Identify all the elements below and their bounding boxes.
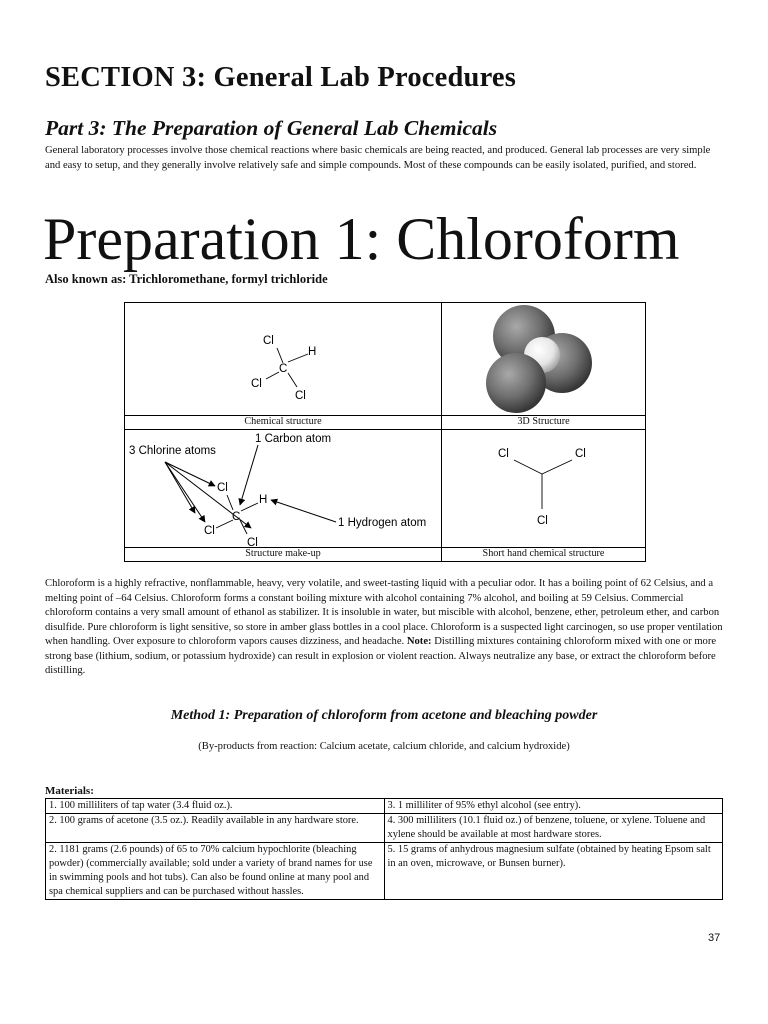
- description-text: Chloroform is a highly refractive, nonflammable, heavy, very volatile, and sweet-tasting liquid with a peculiar odor. It has a boiling point of 62 Celsius, and a melting point of –64 Celsius. Chloroform forms a constant boiling mixture with alcohol containing 7% alcohol, and boiling at 59 Celsius. Commercial chloroform contains a very small amount of ethanol as stabilizer. It is insoluble in water, but miscible with alcohol, benzene, ether, petroleum ether, and carbon disulfide. Pure chloroform is light sensitive, so store in amber glass bottles in a cool place. Chloroform is a suspected light carcinogen, so use proper ventilation when handling. Over exposure to chloroform vapors causes dizziness, and headache.: [45, 578, 723, 647]
- table-row: [46, 814, 723, 843]
- table-row: [46, 843, 723, 900]
- material-item: 4. 300 milliliters (10.1 fluid oz.) of benzene, toluene, or xylene. Toluene and xylene should be available at most hardware stores.: [384, 814, 723, 843]
- material-item: 1. 100 milliliters of tap water (3.4 fluid oz.).: [46, 799, 385, 814]
- byproducts-note: (By-products from reaction: Calcium acetate, calcium chloride, and calcium hydroxide): [198, 741, 570, 752]
- atom-label-cl: Cl: [295, 390, 306, 402]
- chemical-structure-drawing: [125, 303, 441, 415]
- structure-figure-table: [124, 302, 646, 562]
- structure-makeup-drawing: [125, 430, 441, 547]
- table-row: [46, 799, 723, 814]
- atom-label-c: C: [279, 363, 288, 375]
- chloroform-description: [45, 577, 727, 679]
- atom-label-cl: Cl: [204, 525, 215, 537]
- atom-label-cl: Cl: [251, 378, 262, 390]
- page-number: 37: [708, 932, 721, 944]
- materials-label: Materials:: [45, 785, 94, 797]
- material-item: 3. 1 milliliter of 95% ethyl alcohol (see entry).: [384, 799, 723, 814]
- caption-chemical-structure: Chemical structure: [244, 416, 322, 427]
- structure-3d-image: [442, 303, 645, 415]
- material-item: 2. 100 grams of acetone (3.5 oz.). Readily available in any hardware store.: [46, 814, 385, 843]
- atom-label-c: C: [232, 511, 241, 523]
- part-title: Part 3: The Preparation of General Lab Chemicals: [45, 116, 498, 140]
- caption-shorthand-structure: Short hand chemical structure: [482, 548, 605, 559]
- atom-label-cl: Cl: [537, 515, 548, 527]
- annotation-carbon: 1 Carbon atom: [255, 433, 332, 445]
- atom-label-cl: Cl: [247, 537, 258, 547]
- note-label: Note:: [406, 636, 432, 647]
- caption-structure-makeup: Structure make-up: [245, 548, 321, 559]
- materials-table: [45, 798, 723, 900]
- chlorine-sphere: [486, 353, 546, 413]
- atom-label-cl: Cl: [575, 448, 586, 460]
- also-known-as: Also known as: Trichloromethane, formyl trichloride: [45, 272, 328, 286]
- atom-label-cl: Cl: [498, 448, 509, 460]
- annotation-chlorine: 3 Chlorine atoms: [129, 445, 216, 457]
- atom-label-cl: Cl: [217, 482, 228, 494]
- atom-label-h: H: [259, 494, 268, 506]
- annotation-hydrogen: 1 Hydrogen atom: [338, 517, 427, 529]
- material-item: 2. 1181 grams (2.6 pounds) of 65 to 70% calcium hypochlorite (bleaching powder) (commercially available; sold under a variety of brand names for use in swimming pools and hot tubs). Can also be found online at many pool and spa chemical suppliers and can be purchased without hassles.: [46, 843, 385, 900]
- atom-label-cl: Cl: [263, 335, 274, 347]
- intro-paragraph: General laboratory processes involve those chemical reactions where basic chemicals are being reacted, and produced. General lab processes are very simple and easy to setup, and they generally involve relatively safe and simple compounds. Most of these compounds can be easily isolated, purified, and stored.: [45, 145, 711, 171]
- caption-3d-structure: 3D Structure: [517, 416, 570, 427]
- method-title: Method 1: Preparation of chloroform from acetone and bleaching powder: [170, 708, 598, 723]
- atom-label-h: H: [308, 346, 317, 358]
- note-text: Distilling mixtures containing chloroform mixed with one or more strong base (lithium, sodium, or potassium hydroxide) can result in explosion or violent reaction. Always neutralize any base, or extract the chloroform before distilling.: [45, 636, 717, 676]
- section-title: SECTION 3: General Lab Procedures: [45, 62, 517, 93]
- material-item: 5. 15 grams of anhydrous magnesium sulfate (obtained by heating Epsom salt in an oven, microwave, or Bunsen burner).: [384, 843, 723, 900]
- shorthand-structure-drawing: [442, 430, 645, 547]
- preparation-title: Preparation 1: Chloroform: [43, 206, 680, 272]
